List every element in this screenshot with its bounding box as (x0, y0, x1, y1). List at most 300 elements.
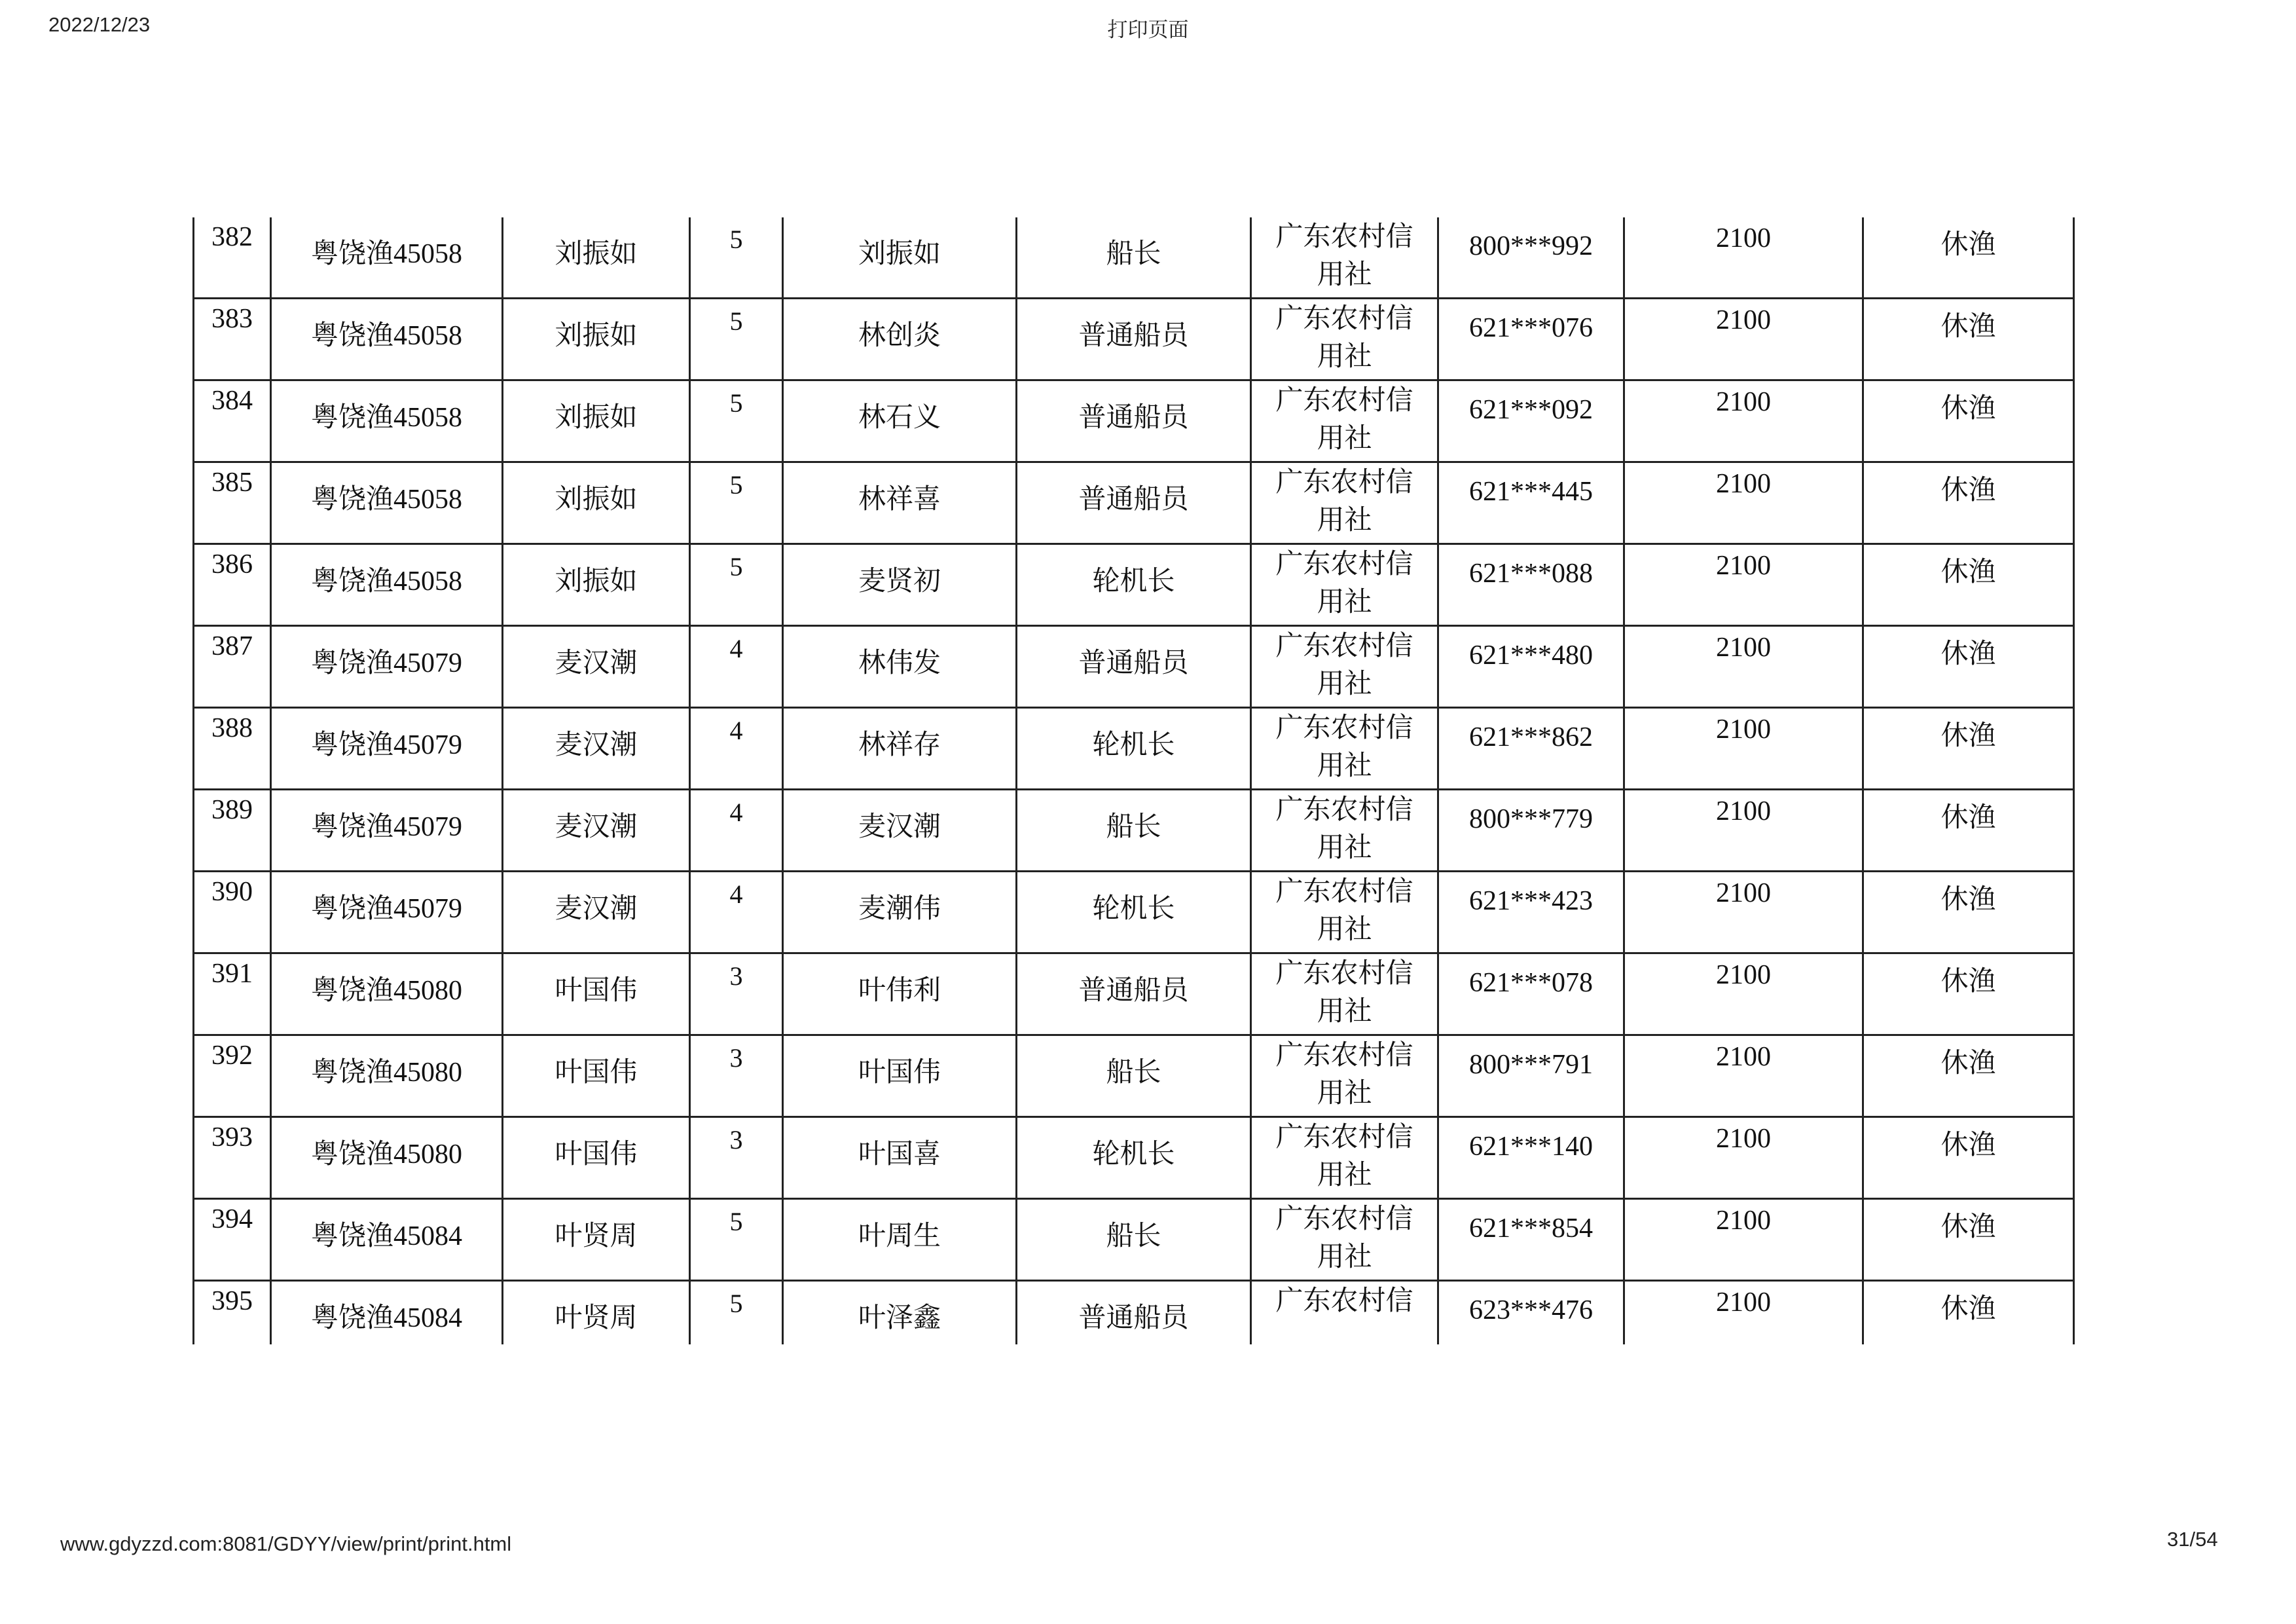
account-number: 621***445 (1469, 477, 1593, 507)
boat-name (276, 1200, 498, 1253)
name-cell (783, 1035, 1017, 1117)
seq-number: 385 (211, 468, 253, 498)
crew-count: 5 (729, 388, 743, 418)
bank-cell (1251, 953, 1438, 1035)
bank-cell (1251, 217, 1438, 299)
account-cell (1438, 544, 1624, 626)
crew-role: 普通船员 (1078, 483, 1189, 515)
table-row (194, 1035, 2074, 1117)
subsidy-type: 休渔 (1941, 473, 1996, 506)
page-url: www.gdyzzd.com:8081/GDYY/view/print/print.html (60, 1532, 512, 1555)
amount-cell (1624, 544, 1863, 626)
seq-number: 391 (211, 959, 253, 989)
role-cell (1017, 790, 1251, 872)
bank-name-line2: 用社 (1317, 258, 1372, 290)
bank-name-line2: 用社 (1317, 422, 1372, 454)
account-number: 621***092 (1469, 395, 1593, 425)
boat-cell (271, 544, 503, 626)
amount-cell (1624, 953, 1863, 1035)
table-row (194, 790, 2074, 872)
bank-name-line2: 用社 (1317, 831, 1372, 863)
subsidy-amount: 2100 (1716, 796, 1771, 826)
seq-number: 393 (211, 1122, 253, 1153)
subsidy-type: 休渔 (1941, 883, 1996, 915)
table-row (194, 1281, 2074, 1345)
seq-cell (194, 1281, 271, 1345)
crew-count: 5 (729, 306, 743, 336)
boat-cell (271, 462, 503, 544)
subsidy-type: 休渔 (1941, 637, 1996, 669)
account-number: 800***992 (1469, 231, 1593, 261)
person-name: 叶伟利 (858, 974, 941, 1006)
boat-name (276, 299, 498, 353)
amount-cell (1624, 1117, 1863, 1199)
crew-role: 普通船员 (1078, 319, 1189, 351)
boat-name (276, 1118, 498, 1172)
role-cell (1017, 1117, 1251, 1199)
name-cell (783, 380, 1017, 462)
crew-role: 船长 (1106, 237, 1161, 269)
owner-cell (503, 1199, 690, 1281)
boat-cell (271, 1035, 503, 1117)
count-cell (690, 1035, 783, 1117)
count-cell (690, 217, 783, 299)
owner-name: 叶国伟 (555, 974, 638, 1006)
boat-name (276, 217, 498, 271)
person-name: 林石义 (858, 401, 941, 433)
boat-cell (271, 217, 503, 299)
subsidy-type: 休渔 (1941, 228, 1996, 260)
boat-number: 45058 (393, 485, 462, 515)
subsidy-type: 休渔 (1941, 965, 1996, 997)
boat-number: 45079 (393, 812, 462, 842)
boat-prefix: 粤饶渔 (310, 1219, 393, 1251)
boat-cell (271, 1281, 503, 1345)
name-cell (783, 953, 1017, 1035)
seq-cell (194, 1199, 271, 1281)
table-row (194, 1117, 2074, 1199)
seq-number: 387 (211, 631, 253, 661)
subsidy-amount: 2100 (1716, 551, 1771, 581)
owner-cell (503, 544, 690, 626)
boat-number: 45058 (393, 239, 462, 269)
count-cell (690, 380, 783, 462)
crew-role: 轮机长 (1092, 728, 1175, 760)
bank-name-line2: 用社 (1317, 995, 1372, 1027)
seq-cell (194, 462, 271, 544)
subsidy-type: 休渔 (1941, 719, 1996, 751)
boat-prefix: 粤饶渔 (310, 728, 393, 760)
boat-name (276, 463, 498, 517)
seq-number: 392 (211, 1041, 253, 1071)
boat-cell (271, 626, 503, 708)
bank-name-line1: 广东农村信 (1275, 1039, 1413, 1071)
owner-cell (503, 708, 690, 790)
bank-name-line1: 广东农村信 (1275, 384, 1413, 416)
bank-name-line2: 用社 (1317, 1158, 1372, 1190)
seq-cell (194, 380, 271, 462)
table-row (194, 626, 2074, 708)
subsidy-amount: 2100 (1716, 387, 1771, 417)
amount-cell (1624, 462, 1863, 544)
boat-prefix: 粤饶渔 (310, 892, 393, 924)
boat-prefix: 粤饶渔 (310, 401, 393, 433)
amount-cell (1624, 790, 1863, 872)
count-cell (690, 462, 783, 544)
name-cell (783, 626, 1017, 708)
status-cell (1863, 299, 2074, 380)
table-row (194, 872, 2074, 953)
person-name: 麦汉潮 (858, 810, 941, 842)
boat-name (276, 954, 498, 1008)
amount-cell (1624, 1035, 1863, 1117)
count-cell (690, 1281, 783, 1345)
subsidy-amount: 2100 (1716, 223, 1771, 253)
amount-cell (1624, 1199, 1863, 1281)
bank-cell (1251, 1281, 1438, 1345)
subsidy-type: 休渔 (1941, 1210, 1996, 1242)
bank-cell (1251, 1199, 1438, 1281)
role-cell (1017, 544, 1251, 626)
amount-cell (1624, 299, 1863, 380)
table-row (194, 217, 2074, 299)
boat-number: 45080 (393, 976, 462, 1006)
bank-name-line1: 广东农村信 (1275, 466, 1413, 498)
boat-prefix: 粤饶渔 (310, 564, 393, 597)
subsidy-type: 休渔 (1941, 392, 1996, 424)
owner-name: 刘振如 (555, 483, 638, 515)
boat-prefix: 粤饶渔 (310, 483, 393, 515)
account-number: 621***140 (1469, 1132, 1593, 1162)
owner-name: 叶国伟 (555, 1137, 638, 1170)
boat-number: 45058 (393, 566, 462, 597)
account-number: 621***423 (1469, 886, 1593, 916)
name-cell (783, 872, 1017, 953)
boat-name (276, 545, 498, 599)
crew-role: 轮机长 (1092, 892, 1175, 924)
owner-cell (503, 626, 690, 708)
subsidy-amount: 2100 (1716, 878, 1771, 908)
boat-cell (271, 380, 503, 462)
status-cell (1863, 1281, 2074, 1345)
amount-cell (1624, 1281, 1863, 1345)
name-cell (783, 1281, 1017, 1345)
boat-number: 45079 (393, 894, 462, 924)
bank-name-line1: 广东农村信 (1275, 793, 1413, 825)
seq-number: 394 (211, 1204, 253, 1234)
owner-name: 麦汉潮 (555, 892, 638, 924)
name-cell (783, 708, 1017, 790)
person-name: 林祥存 (858, 728, 941, 760)
amount-cell (1624, 626, 1863, 708)
boat-cell (271, 299, 503, 380)
count-cell (690, 790, 783, 872)
subsidy-type: 休渔 (1941, 1292, 1996, 1324)
seq-cell (194, 544, 271, 626)
bank-name-line1: 广东农村信 (1275, 875, 1413, 907)
table-row (194, 544, 2074, 626)
boat-prefix: 粤饶渔 (310, 646, 393, 678)
status-cell (1863, 626, 2074, 708)
boat-cell (271, 1199, 503, 1281)
owner-cell (503, 953, 690, 1035)
boat-prefix: 粤饶渔 (310, 1137, 393, 1170)
crew-count: 4 (729, 879, 743, 909)
seq-cell (194, 872, 271, 953)
account-number: 800***779 (1469, 804, 1593, 834)
boat-number: 45080 (393, 1139, 462, 1170)
bank-cell (1251, 872, 1438, 953)
table-row (194, 380, 2074, 462)
count-cell (690, 953, 783, 1035)
bank-name-line2: 用社 (1317, 340, 1372, 372)
account-number: 621***088 (1469, 559, 1593, 589)
amount-cell (1624, 872, 1863, 953)
bank-name-line1: 广东农村信 (1275, 957, 1413, 989)
boat-name (276, 709, 498, 762)
crew-count: 4 (729, 634, 743, 663)
name-cell (783, 790, 1017, 872)
bank-name-line2: 用社 (1317, 1077, 1372, 1109)
crew-count: 3 (729, 961, 743, 991)
boat-prefix: 粤饶渔 (310, 810, 393, 842)
crew-role: 普通船员 (1078, 974, 1189, 1006)
crew-count: 5 (729, 470, 743, 500)
person-name: 叶国喜 (858, 1137, 941, 1170)
boat-cell (271, 953, 503, 1035)
boat-prefix: 粤饶渔 (310, 1301, 393, 1333)
account-number: 621***076 (1469, 313, 1593, 343)
bank-cell (1251, 299, 1438, 380)
person-name: 林创炎 (858, 319, 941, 351)
seq-number: 384 (211, 386, 253, 416)
boat-name (276, 381, 498, 435)
boat-name (276, 790, 498, 844)
account-cell (1438, 708, 1624, 790)
crew-role: 普通船员 (1078, 401, 1189, 433)
owner-cell (503, 1117, 690, 1199)
seq-cell (194, 1117, 271, 1199)
crew-role: 船长 (1106, 1056, 1161, 1088)
table-row (194, 953, 2074, 1035)
status-cell (1863, 872, 2074, 953)
status-cell (1863, 380, 2074, 462)
role-cell (1017, 1199, 1251, 1281)
account-number: 621***480 (1469, 640, 1593, 671)
crew-count: 5 (729, 552, 743, 581)
bank-name-line1: 广东农村信 (1275, 1284, 1413, 1316)
owner-name: 刘振如 (555, 564, 638, 597)
table-row (194, 708, 2074, 790)
owner-name: 刘振如 (555, 401, 638, 433)
boat-cell (271, 708, 503, 790)
role-cell (1017, 1281, 1251, 1345)
bank-cell (1251, 1117, 1438, 1199)
seq-cell (194, 790, 271, 872)
amount-cell (1624, 380, 1863, 462)
subsidy-type: 休渔 (1941, 1046, 1996, 1079)
bank-cell (1251, 708, 1438, 790)
count-cell (690, 626, 783, 708)
bank-name-line1: 广东农村信 (1275, 711, 1413, 743)
bank-cell (1251, 1035, 1438, 1117)
status-cell (1863, 217, 2074, 299)
account-number: 621***862 (1469, 722, 1593, 752)
seq-number: 389 (211, 795, 253, 825)
subsidy-amount: 2100 (1716, 1042, 1771, 1072)
account-cell (1438, 1035, 1624, 1117)
subsidy-amount: 2100 (1716, 1206, 1771, 1236)
bank-name-line2: 用社 (1317, 1240, 1372, 1272)
subsidy-table (192, 217, 2075, 1344)
count-cell (690, 708, 783, 790)
account-cell (1438, 790, 1624, 872)
account-cell (1438, 872, 1624, 953)
bank-name-line2: 用社 (1317, 585, 1372, 618)
boat-cell (271, 1117, 503, 1199)
account-cell (1438, 462, 1624, 544)
crew-count: 3 (729, 1125, 743, 1154)
person-name: 麦潮伟 (858, 892, 941, 924)
name-cell (783, 299, 1017, 380)
boat-prefix: 粤饶渔 (310, 1056, 393, 1088)
bank-name-line1: 广东农村信 (1275, 547, 1413, 580)
account-number: 623***476 (1469, 1295, 1593, 1325)
boat-prefix: 粤饶渔 (310, 237, 393, 269)
seq-number: 388 (211, 713, 253, 743)
bank-name-line1: 广东农村信 (1275, 1202, 1413, 1234)
account-number: 800***791 (1469, 1050, 1593, 1080)
owner-cell (503, 380, 690, 462)
role-cell (1017, 1035, 1251, 1117)
seq-number: 395 (211, 1286, 253, 1316)
seq-cell (194, 953, 271, 1035)
name-cell (783, 462, 1017, 544)
subsidy-amount: 2100 (1716, 469, 1771, 499)
bank-name-line1: 广东农村信 (1275, 220, 1413, 252)
status-cell (1863, 544, 2074, 626)
crew-role: 船长 (1106, 1219, 1161, 1251)
status-cell (1863, 1035, 2074, 1117)
seq-number: 390 (211, 877, 253, 907)
owner-name: 叶贤周 (555, 1301, 638, 1333)
role-cell (1017, 380, 1251, 462)
account-number: 621***078 (1469, 968, 1593, 998)
account-cell (1438, 1199, 1624, 1281)
seq-number: 383 (211, 304, 253, 334)
role-cell (1017, 217, 1251, 299)
name-cell (783, 544, 1017, 626)
bank-cell (1251, 790, 1438, 872)
crew-count: 4 (729, 716, 743, 745)
account-cell (1438, 953, 1624, 1035)
crew-count: 4 (729, 798, 743, 827)
count-cell (690, 299, 783, 380)
subsidy-type: 休渔 (1941, 1128, 1996, 1160)
owner-cell (503, 299, 690, 380)
boat-number: 45080 (393, 1058, 462, 1088)
boat-name (276, 627, 498, 680)
boat-prefix: 粤饶渔 (310, 319, 393, 351)
owner-cell (503, 1035, 690, 1117)
subsidy-type: 休渔 (1941, 310, 1996, 342)
boat-name (276, 1282, 498, 1335)
bank-name-line2: 用社 (1317, 667, 1372, 699)
crew-count: 5 (729, 1207, 743, 1236)
person-name: 刘振如 (858, 237, 941, 269)
account-cell (1438, 299, 1624, 380)
status-cell (1863, 1117, 2074, 1199)
amount-cell (1624, 708, 1863, 790)
count-cell (690, 1199, 783, 1281)
status-cell (1863, 1199, 2074, 1281)
name-cell (783, 217, 1017, 299)
crew-role: 船长 (1106, 810, 1161, 842)
bank-cell (1251, 626, 1438, 708)
boat-number: 45058 (393, 321, 462, 351)
amount-cell (1624, 217, 1863, 299)
boat-name (276, 1036, 498, 1090)
owner-name: 麦汉潮 (555, 728, 638, 760)
name-cell (783, 1199, 1017, 1281)
person-name: 叶国伟 (858, 1056, 941, 1088)
table-row (194, 299, 2074, 380)
person-name: 林祥喜 (858, 483, 941, 515)
seq-cell (194, 708, 271, 790)
person-name: 叶周生 (858, 1219, 941, 1251)
account-cell (1438, 217, 1624, 299)
crew-count: 5 (729, 225, 743, 254)
table-body (194, 217, 2074, 1344)
crew-count: 5 (729, 1289, 743, 1318)
owner-cell (503, 217, 690, 299)
role-cell (1017, 872, 1251, 953)
crew-role: 轮机长 (1092, 564, 1175, 597)
account-cell (1438, 1117, 1624, 1199)
bank-name-line2: 用社 (1317, 913, 1372, 945)
count-cell (690, 872, 783, 953)
role-cell (1017, 953, 1251, 1035)
bank-name-line2: 用社 (1317, 504, 1372, 536)
owner-name: 麦汉潮 (555, 646, 638, 678)
account-cell (1438, 1281, 1624, 1345)
crew-role: 普通船员 (1078, 646, 1189, 678)
role-cell (1017, 708, 1251, 790)
bank-cell (1251, 544, 1438, 626)
boat-cell (271, 872, 503, 953)
status-cell (1863, 708, 2074, 790)
subsidy-type: 休渔 (1941, 555, 1996, 587)
seq-cell (194, 626, 271, 708)
bank-name-line1: 广东农村信 (1275, 1120, 1413, 1153)
name-cell (783, 1117, 1017, 1199)
seq-cell (194, 217, 271, 299)
owner-name: 叶贤周 (555, 1219, 638, 1251)
subsidy-amount: 2100 (1716, 633, 1771, 663)
boat-number: 45084 (393, 1303, 462, 1333)
seq-cell (194, 1035, 271, 1117)
table-row (194, 462, 2074, 544)
role-cell (1017, 626, 1251, 708)
person-name: 麦贤初 (858, 564, 941, 597)
role-cell (1017, 462, 1251, 544)
boat-number: 45058 (393, 403, 462, 433)
owner-name: 刘振如 (555, 319, 638, 351)
boat-prefix: 粤饶渔 (310, 974, 393, 1006)
bank-cell (1251, 380, 1438, 462)
account-cell (1438, 626, 1624, 708)
owner-cell (503, 872, 690, 953)
